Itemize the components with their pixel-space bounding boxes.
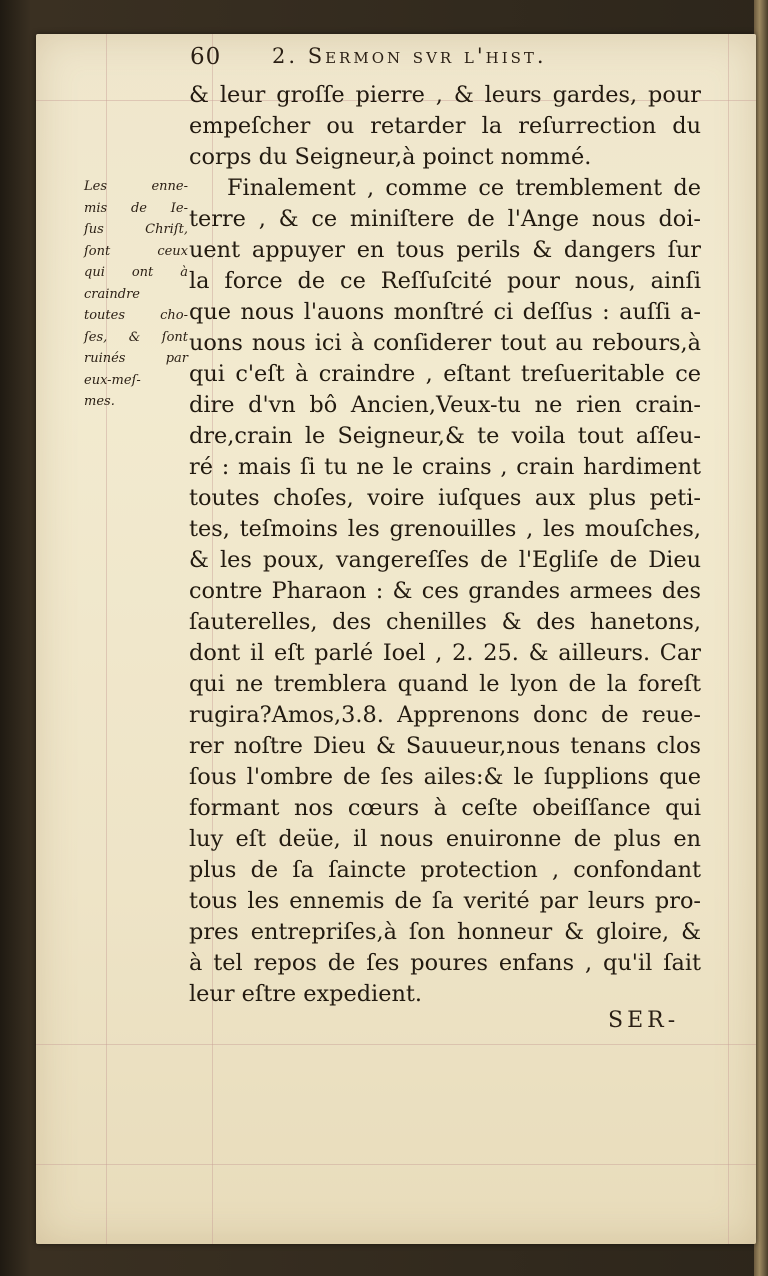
text-line: uent appuyer en tous perils & dangers ſur	[189, 237, 701, 263]
text-line: empeſcher ou retarder la reſurrection du	[189, 113, 701, 139]
text-line: rugira?Amos,3.8. Apprenons donc de reue-	[189, 702, 701, 728]
page-number: 60	[190, 44, 222, 70]
marginal-note-line: craindre	[84, 286, 141, 302]
text-line: Finalement , comme ce tremblement de	[227, 175, 701, 201]
text-line: pres entrepriſes,à ſon honneur & gloire, &	[189, 919, 701, 945]
text-line: leur eſtre expedient.	[189, 981, 423, 1007]
text-line: rer noſtre Dieu & Sauueur,nous tenans clos	[189, 733, 701, 759]
catchword: SER-	[608, 1008, 680, 1033]
marginal-note-line: ſes, & ſont	[84, 329, 188, 345]
text-line: ſauterelles, des chenilles & des hanetons,	[189, 609, 701, 635]
text-line: dre,crain le Seigneur,& te voila tout aſſeu-	[189, 423, 701, 449]
marginal-note-line: Les enne-	[84, 179, 188, 194]
marginal-note-line: toutes cho-	[84, 308, 188, 323]
marginal-note-line: eux-meſ-	[84, 372, 141, 388]
text-line: tous les ennemis de ſa verité par leurs pro-	[189, 888, 701, 914]
grid-line	[728, 34, 729, 1244]
text-line: & leur groſſe pierre , & leurs gardes, pour	[189, 82, 701, 108]
marginal-note-line: mes.	[84, 394, 115, 409]
text-line: la force de ce Reſſuſcité pour nous, ainſi	[189, 268, 701, 294]
marginal-note-line: ſus Chriſt,	[84, 222, 188, 237]
marginal-note	[84, 176, 188, 413]
text-line: contre Pharaon : & ces grandes armees des	[189, 578, 701, 604]
grid-line	[36, 1044, 756, 1045]
text-line: tes, teſmoins les grenouilles , les mouſches,	[189, 516, 701, 542]
text-line: terre , & ce miniſtere de l'Ange nous doi-	[189, 206, 701, 232]
text-line: & les poux, vangereſſes de l'Egliſe de Dieu	[189, 547, 701, 573]
text-line: ſous l'ombre de ſes ailes:& le ſupplions que	[189, 764, 701, 790]
text-line: à tel repos de ſes poures enfans , qu'il ſait	[189, 950, 701, 976]
text-line: toutes choſes, voire iuſques aux plus peti-	[189, 485, 701, 511]
text-line: formant nos cœurs à ceſte obeiſſance qui	[189, 795, 701, 821]
page-header	[190, 44, 690, 80]
text-line: corps du Seigneur,à poinct nommé.	[189, 144, 592, 170]
marginal-note-line: ruinés par	[84, 351, 188, 366]
text-line: qui c'eſt à craindre , eſtant treſueritable ce	[189, 361, 701, 387]
text-line: dont il eſt parlé Ioel , 2. 25. & ailleurs. Car	[189, 640, 701, 666]
marginal-note-line: mis de Ie-	[84, 200, 188, 216]
grid-line	[36, 1164, 756, 1165]
text-line: que nous l'auons monſtré ci deſſus : auſſi a-	[189, 299, 701, 325]
book-edge	[754, 0, 768, 1276]
running-head: 2. Sermon svr l'hist.	[272, 44, 547, 68]
text-line: luy eſt deüe, il nous enuironne de plus en	[189, 826, 701, 852]
text-line: dire d'vn bô Ancien,Veux-tu ne rien crain-	[189, 392, 701, 418]
marginal-note-line: qui ont à	[84, 265, 188, 280]
text-line: uons nous ici à conſiderer tout au rebours,à	[189, 330, 701, 356]
text-line: plus de ſa ſaincte protection , confondant	[189, 857, 701, 883]
text-line: ré : mais ſi tu ne le crains , crain hardiment	[189, 454, 701, 480]
body-text	[189, 80, 701, 1010]
text-line: qui ne tremblera quand le lyon de la foreſt	[189, 671, 701, 697]
marginal-note-line: ſont ceux	[84, 243, 188, 259]
